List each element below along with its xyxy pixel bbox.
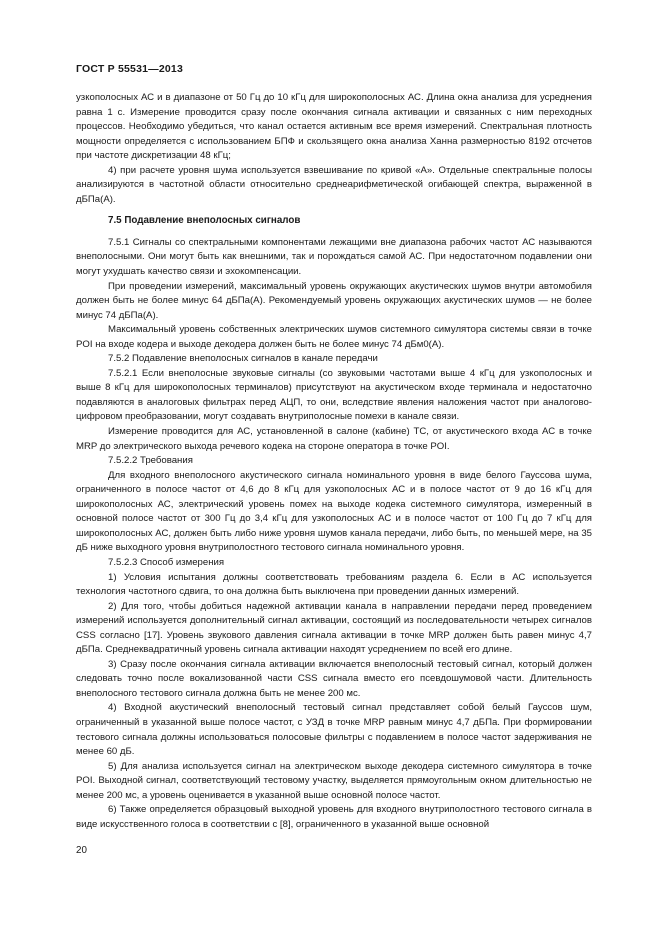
paragraph-7-5-1: 7.5.1 Сигналы со спектральными компонентами лежащими вне диапазона рабочих частот АС называются внеполосными. Они могут быть как внешними, так и порождаться самой АС. При недостаточном подавлении они могут ухудшать качество связи и эхокомпенсации.	[76, 236, 592, 278]
paragraph-noise-requirements: При проведении измерений, максимальный уровень окружающих акустических шумов внутри автомобиля должен быть не более минус 64 дБПа(А). Рекомендуемый уровень окружающих акустических шумов — не более минус 74 дБПа(А).	[76, 280, 592, 321]
method-step-5: 5) Для анализа используется сигнал на электрическом выходе декодера системного симулятора в точке POI. Выходной сигнал, соответствующий тестовому участку, выделяется прямоугольным окном длительностью не менее 200 мс, а уровень оценивается в указанной выше основной полосе частот.	[76, 760, 592, 801]
subsection-7-5-2-3: 7.5.2.3 Способ измерения	[108, 556, 225, 568]
list-item-4: 4) при расчете уровня шума используется взвешивание по кривой «А». Отдельные спектральные полосы анализируются в частотной области относительно среднеарифметической огибающей спектра, выраженной в дБПа(А).	[76, 164, 592, 205]
standard-header: ГОСТ Р 55531—2013	[76, 63, 184, 75]
continuation-paragraph: узкополосных АС и в диапазоне от 50 Гц до 10 кГц для широкополосных АС. Длина окна анализа для усреднения равна 1 с. Измерение проводится сразу после окончания сигнала активации и связанных с ним переходных процессов. Необходимо убедиться, что канал остается активным все время измерений. Спектральная плотность мощности определяется с использованием БПФ и скользящего окна анализа Ханна размерностью 8192 отсчетов при частоте дискретизации 48 кГц;	[76, 92, 592, 162]
paragraph-requirements: Для входного внеполосного акустического сигнала номинального уровня в виде белого Гауссова шума, ограниченного в полосе частот от 4,6 до 8 кГц для узкополосных АС и в полосе частот от 9 до 16 кГц для широкополосных АС, электрический уровень помех на выходе кодека системного симулятора, измеренный в основной полосе частот от 300 Гц до 3,4 кГц для узкополосных АС и в полосе частот от 100 Гц до 7 кГц для широкополосных АС, должен быть либо ниже уровня шумов канала передачи, либо быть, по меньшей мере, на 35 дБ ниже выходного уровня внутриполостного тестового сигнала номинального уровня.	[76, 469, 592, 554]
method-step-4: 4) Входной акустический внеполосный тестовый сигнал представляет собой белый Гауссов шум, ограниченный в указанной выше полосе частот, с УЗД в точке MRP равным минус 4,7 дБПа. При формировании тестового сигнала должны использоваться полосовые фильтры с подавлением в полосе частот задерживания не менее 60 дБ.	[76, 702, 592, 758]
page-number: 20	[76, 845, 87, 856]
document-body	[76, 91, 592, 832]
paragraph-measurement: Измерение проводится для АС, установленной в салоне (кабине) ТС, от акустического входа АС в точке MRP до электрического выхода речевого кодека на стороне оператора в точке POI.	[76, 426, 592, 452]
paragraph-simulator-noise: Максимальный уровень собственных электрических шумов системного симулятора системы связи в точке POI на входе кодера и выходе декодера должен быть не более минус 74 дБм0(А).	[76, 324, 592, 350]
method-step-1: 1) Условия испытания должны соответствовать требованиям раздела 6. Если в АС используется технология частотного сдвига, то она должна быть выключена при проведении данных измерений.	[76, 571, 592, 598]
method-step-3: 3) Сразу после окончания сигнала активации включается внеполосный тестовый сигнал, который должен следовать точно после вокализованной части CSS сигнала вместо его псевдошумовой части. Длительность внеполосного тестового сигнала должна быть не менее 200 мс.	[76, 658, 592, 699]
subsection-7-5-2-2: 7.5.2.2 Требования	[108, 455, 193, 467]
method-step-6: 6) Также определяется образцовый выходной уровень для входного внутриполостного тестового сигнала в виде искусственного голоса в соответствии с [8], ограниченного в указанной выше основной	[76, 804, 592, 830]
section-heading: 7.5 Подавление внеполосных сигналов	[108, 215, 301, 227]
method-step-2: 2) Для того, чтобы добиться надежной активации канала в направлении передачи перед проведением измерений используется дополнительный сигнал активации, состоящий из последовательности четырех сигналов CSS согласно [17]. Уровень звукового давления сигнала активации в точке MRP должен быть равен минус 4,7 дБПа. Среднеквадратичный уровень сигнала активации находят усреднением по всей его длине.	[76, 600, 592, 656]
paragraph-7-5-2-1: 7.5.2.1 Если внеполосные звуковые сигналы (со звуковыми частотами выше 4 кГц для узкополосных и выше 8 кГц для широкополосных терминалов) присутствуют на акустическом входе терминала и недостаточно подавляются в аналоговых фильтрах перед АЦП, то они, вследствие явления наложения частот при аналогово-цифровом преобразовании, могут создавать внутриполосные помехи в канале связи.	[76, 367, 592, 423]
subsection-7-5-2: 7.5.2 Подавление внеполосных сигналов в канале передачи	[108, 353, 378, 365]
